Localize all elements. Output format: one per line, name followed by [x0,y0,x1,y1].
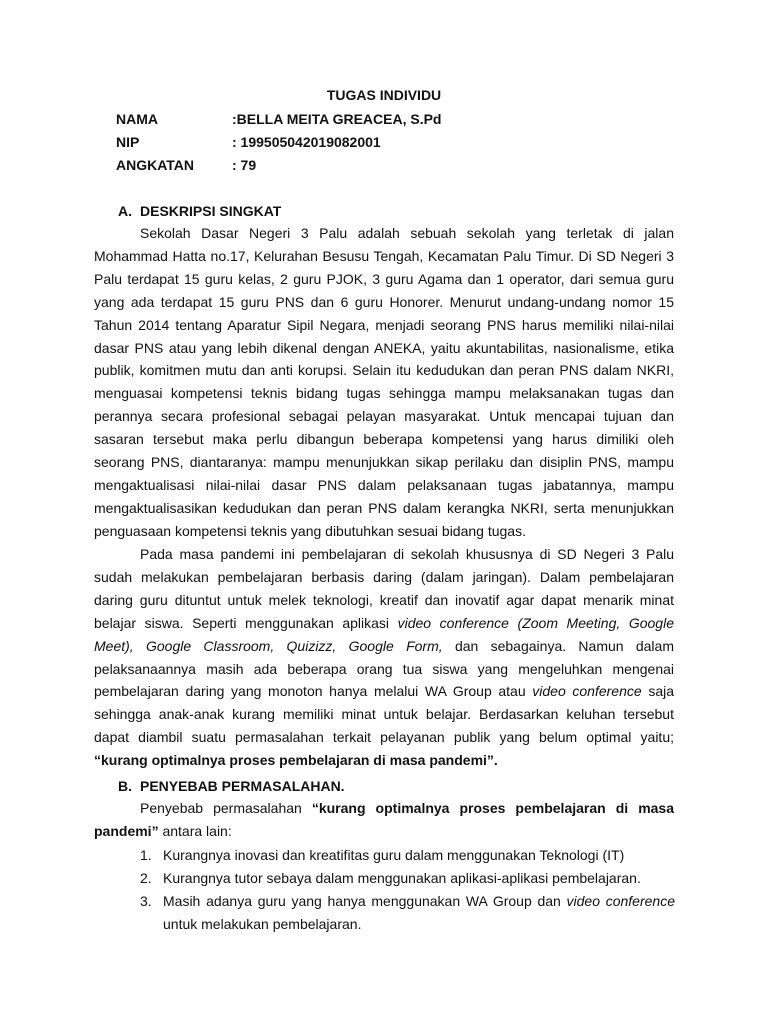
section-a-paragraph-2 [94,543,674,772]
list-number: 1. [140,847,152,863]
list-item-text: Kurangnya tutor sebaya dalam menggunakan aplikasi-aplikasi pembelajaran. [163,869,641,886]
paragraph-italic-text: video conference (Zoom Meeting, Google Meet), Google Classroom, Quizizz, Google Form, [94,614,674,654]
identity-label: NIP [116,134,140,150]
paragraph-text: Penyebab permasalahan [140,800,312,816]
list-number: 2. [140,869,152,886]
list-number: 3. [140,892,152,909]
problem-statement: “kurang optimalnya proses pembelajaran di masa pandemi”. [94,752,498,769]
paragraph-italic-text: video conference [532,683,642,700]
section-a-heading [118,203,281,219]
paragraph-text: Pada masa pandemi ini pembelajaran di sekolah khususnya di SD Negeri 3 Palu sudah melakukan pembelajaran berbasis daring (dalam jaringan). Dalam pembelajaran daring guru dituntut untuk melek teknologi, kreatif dan inovatif agar dapat menarik minat belajar siswa. Seperti menggunakan aplikasi [94,546,674,631]
section-title: PENYEBAB PERMASALAHAN. [140,778,345,794]
cause-list [140,844,675,936]
document-title: TUGAS INDIVIDU [326,87,442,103]
identity-row-angkatan [116,157,256,173]
list-item-text: Kurangnya inovasi dan kreatifitas guru dalam menggunakan Teknologi (IT) [163,847,625,863]
section-a-paragraph-1: Sekolah Dasar Negeri 3 Palu adalah sebuah sekolah yang terletak di jalan Mohammad Hatta no.17, Kelurahan Besusu Tengah, Kecamatan Palu Timur. Di SD Negeri 3 Palu terdapat 15 guru kelas, 2 guru PJOK, 3 guru Agama dan 1 operator, dari semua guru yang ada terdapat 15 guru PNS dan 6 guru Honorer. Menurut undang-undang nomor 15 Tahun 2014 tentang Aparatur Sipil Negara, menjadi seorang PNS harus memiliki nilai-nilai dasar PNS atau yang lebih dikenal dengan ANEKA, yaitu akuntabilitas, nasionalisme, etika publik, komitmen mutu dan anti korupsi. Selain itu kedudukan dan peran PNS dalam NKRI, menguasai kompetensi teknis bidang tugas sehingga mampu melaksanakan tugas dan perannya secara profesional sebagai pelayan masyarakat. Untuk mencapai tujuan dan sasaran tersebut maka perlu dibangun beberapa kompetensi yang harus dimiliki oleh seorang PNS, diantaranya: mampu menunjukkan sikap perilaku dan disiplin PNS, mampu mengaktualisasi nilai-nilai dasar PNS dalam pelaksanaan tugas jabatannya, mampu mengaktualisasikan kedudukan dan peran PNS dalam kerangka NKRI, serta menunjukkan penguasaan kompetensi teknis yang dibutuhkan sesuai bidang tugas. [94,225,674,539]
identity-label: NAMA [116,111,158,127]
identity-value: :BELLA MEITA GREACEA, S.Pd [232,111,442,127]
list-item-italic-text: video conference [566,892,675,909]
section-number: B. [118,778,132,794]
paragraph-text: antara lain: [158,822,232,839]
list-item [140,867,675,890]
identity-row-nip [116,134,381,150]
list-item-text: untuk melakukan pembelajaran. [163,915,362,932]
paragraph-text: saja sehingga anak-anak kurang memiliki minat untuk belajar. Berdasarkan keluhan tersebut dapat diambil suatu permasalahan terkait pelayanan publik yang belum optimal yaitu; [94,683,674,746]
section-b-intro [94,797,674,843]
section-b-heading [118,778,345,794]
identity-row-nama [116,111,441,127]
list-item [140,890,675,936]
section-number: A. [118,203,132,219]
list-item [140,844,675,867]
identity-value: : 79 [232,157,257,173]
list-item-text: Masih adanya guru yang hanya menggunakan WA Group dan [163,892,567,909]
problem-statement: “kurang optimalnya proses pembelajaran di masa pandemi” [94,800,674,839]
identity-label: ANGKATAN [116,157,195,173]
paragraph-text: dan sebagainya. Namun dalam pelaksanaannya masih ada beberapa orang tua siswa yang mengeluhkan mengenai pembelajaran daring yang monoton hanya melalui WA Group atau [94,637,674,700]
identity-value: : 199505042019082001 [232,134,381,150]
section-title: DESKRIPSI SINGKAT [140,203,282,219]
